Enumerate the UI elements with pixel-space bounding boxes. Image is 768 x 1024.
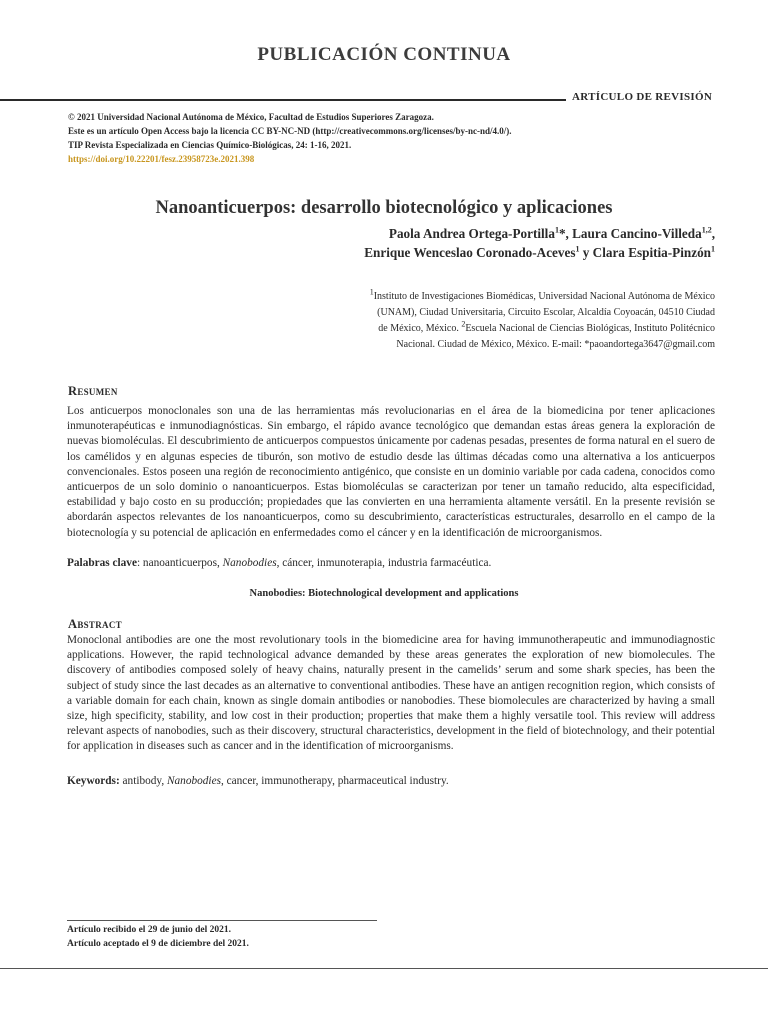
abstract-heading: Abstract (68, 617, 122, 631)
affiliation-text: Instituto de Investigaciones Biomédicas, Universidad Nacional Autónoma de México (373, 291, 715, 302)
keywords-text: : nanoanticuerpos, (136, 557, 223, 569)
article-type-label: ARTÍCULO DE REVISIÓN (572, 91, 713, 103)
keywords-text: , cancer, immunotherapy, pharmaceutical industry. (220, 775, 449, 787)
keywords-text: , cáncer, inmunoterapia, industria farmacéutica. (276, 557, 492, 569)
affiliation-line (370, 289, 715, 305)
citation-line: TIP Revista Especializada en Ciencias Químico-Biológicas, 24: 1-16, 2021. (68, 140, 352, 150)
author-name: Paola Andrea Ortega-Portilla (388, 226, 555, 241)
header-rule (0, 99, 566, 101)
affiliation-mark: 2 (461, 319, 466, 329)
keywords-text: antibody, (119, 775, 167, 787)
affiliation-line (378, 321, 715, 337)
authors-line-2 (364, 243, 715, 263)
keywords-label: Keywords: (67, 775, 120, 787)
author-name: Clara Espitia-Pinzón (592, 245, 711, 260)
author-conjunction: y (579, 245, 593, 260)
author-affiliation-mark: 1,2 (701, 225, 712, 235)
affiliation-text: Escuela Nacional de Ciencias Biológicas, Instituto Politécnico (465, 323, 715, 334)
accepted-date: Artículo aceptado el 9 de diciembre del 2021. (67, 939, 249, 949)
author-affiliation-mark: 1 (554, 225, 559, 235)
keywords-label: Palabras clave (67, 557, 137, 569)
keywords-italic: Nanobodies (167, 775, 221, 787)
affiliation-contact-line: Nacional. Ciudad de México, México. E-mail: *paoandortega3647@gmail.com (396, 339, 715, 350)
author-name: Enrique Wenceslao Coronado-Aceves (364, 245, 576, 260)
affiliation-mark: 1 (369, 287, 374, 297)
corresponding-author-mark: * (558, 226, 566, 241)
affiliation-line: (UNAM), Ciudad Universitaria, Circuito Escolar, Alcaldía Coyoacán, 04510 Ciudad (377, 307, 715, 318)
license-line: Este es un artículo Open Access bajo la licencia CC BY-NC-ND (http://creativecommons.org/licenses/by-nc-nd/4.0/). (68, 126, 512, 136)
keywords-italic: Nanobodies (222, 557, 277, 569)
received-date: Artículo recibido el 29 de junio del 2021. (67, 925, 231, 935)
resumen-body: Los anticuerpos monoclonales son una de las herramientas más revolucionarias en el área de la biomedicina por tener aplicaciones inmunoterapéuticas e inmunodiagnósticas. Sin embargo, el rápido avance tecnológico que demandan estas áreas genera la exploración de nuevas biomoléculas. El descubrimiento de anticuerpos compuestos únicamente por cadenas pesadas, presentes de forma natural en el suero de los camélidos y en algunas especies de tiburón, son motivo de estudio desde las últimas décadas como una alternativa a los anticuerpos convencionales. Estos poseen una región de reconocimiento antigénico, que consiste en un dominio variable por cada cadena, conocidos como anticuerpos de un solo dominio o nanoanticuerpos. Estas biomoléculas se caracterizan por tener un tamaño reducido, alta especificidad, estabilidad y bajo costo en su producción; propiedades que las convierten en una herramienta altamente versátil. En la presente revisión se abordarán aspectos relevantes de los nanoanticuerpos, como su descubrimiento, características estructurales, desarrollo en el campo de la biotecnología y su potencial de aplicación en enfermedades como el cáncer y en la identificación de microorganismos. (67, 405, 715, 539)
author-affiliation-mark: 1 (711, 244, 715, 254)
affiliation-text: de México, México. (378, 323, 462, 334)
doi-link[interactable]: https://doi.org/10.22201/fesz.23958723e.2021.398 (68, 154, 255, 164)
palabras-clave (67, 557, 491, 569)
paper-title: Nanoanticuerpos: desarrollo biotecnológico y aplicaciones (155, 198, 613, 218)
author-separator: , (711, 226, 715, 241)
english-title: Nanobodies: Biotechnological development and applications (249, 588, 519, 599)
keywords (67, 775, 449, 787)
author-affiliation-mark: 1 (575, 244, 580, 254)
footnote-rule (67, 920, 377, 921)
author-separator: , (565, 226, 573, 241)
authors-line-1 (389, 224, 715, 244)
copyright-line: © 2021 Universidad Nacional Autónoma de México, Facultad de Estudios Superiores Zaragoza. (68, 112, 434, 122)
journal-section-title: PUBLICACIÓN CONTINUA (257, 44, 511, 65)
resumen-heading: Resumen (68, 384, 118, 398)
author-name: Laura Cancino-Villeda (572, 226, 702, 241)
abstract-body: Monoclonal antibodies are one the most revolutionary tools in the biomedicine area for having immunotherapeutic and immunodiagnostic applications. However, the rapid technological advance demanded by these areas generates the exploration of new biomolecules. The discovery of antibodies composed solely of heavy chains, naturally present in the camelids’ serum and some shark species, has been the subject of study since the last decades as an alternative to conventional antibodies. These have an antigen recognition region, which consists of a variable domain for each chain, known as single domain antibodies or nanobodies. These biomolecules are characterized by having a small size, high specificity, stability, and low cost in their production; properties that make them a highly versatile tool. This review will address relevant aspects of nanobodies, such as their discovery, structural characteristics, development in the field of biotechnology, and their potential for application in diseases such as cancer and in the identification of microorganisms. (67, 634, 715, 753)
footer-rule (0, 968, 768, 969)
